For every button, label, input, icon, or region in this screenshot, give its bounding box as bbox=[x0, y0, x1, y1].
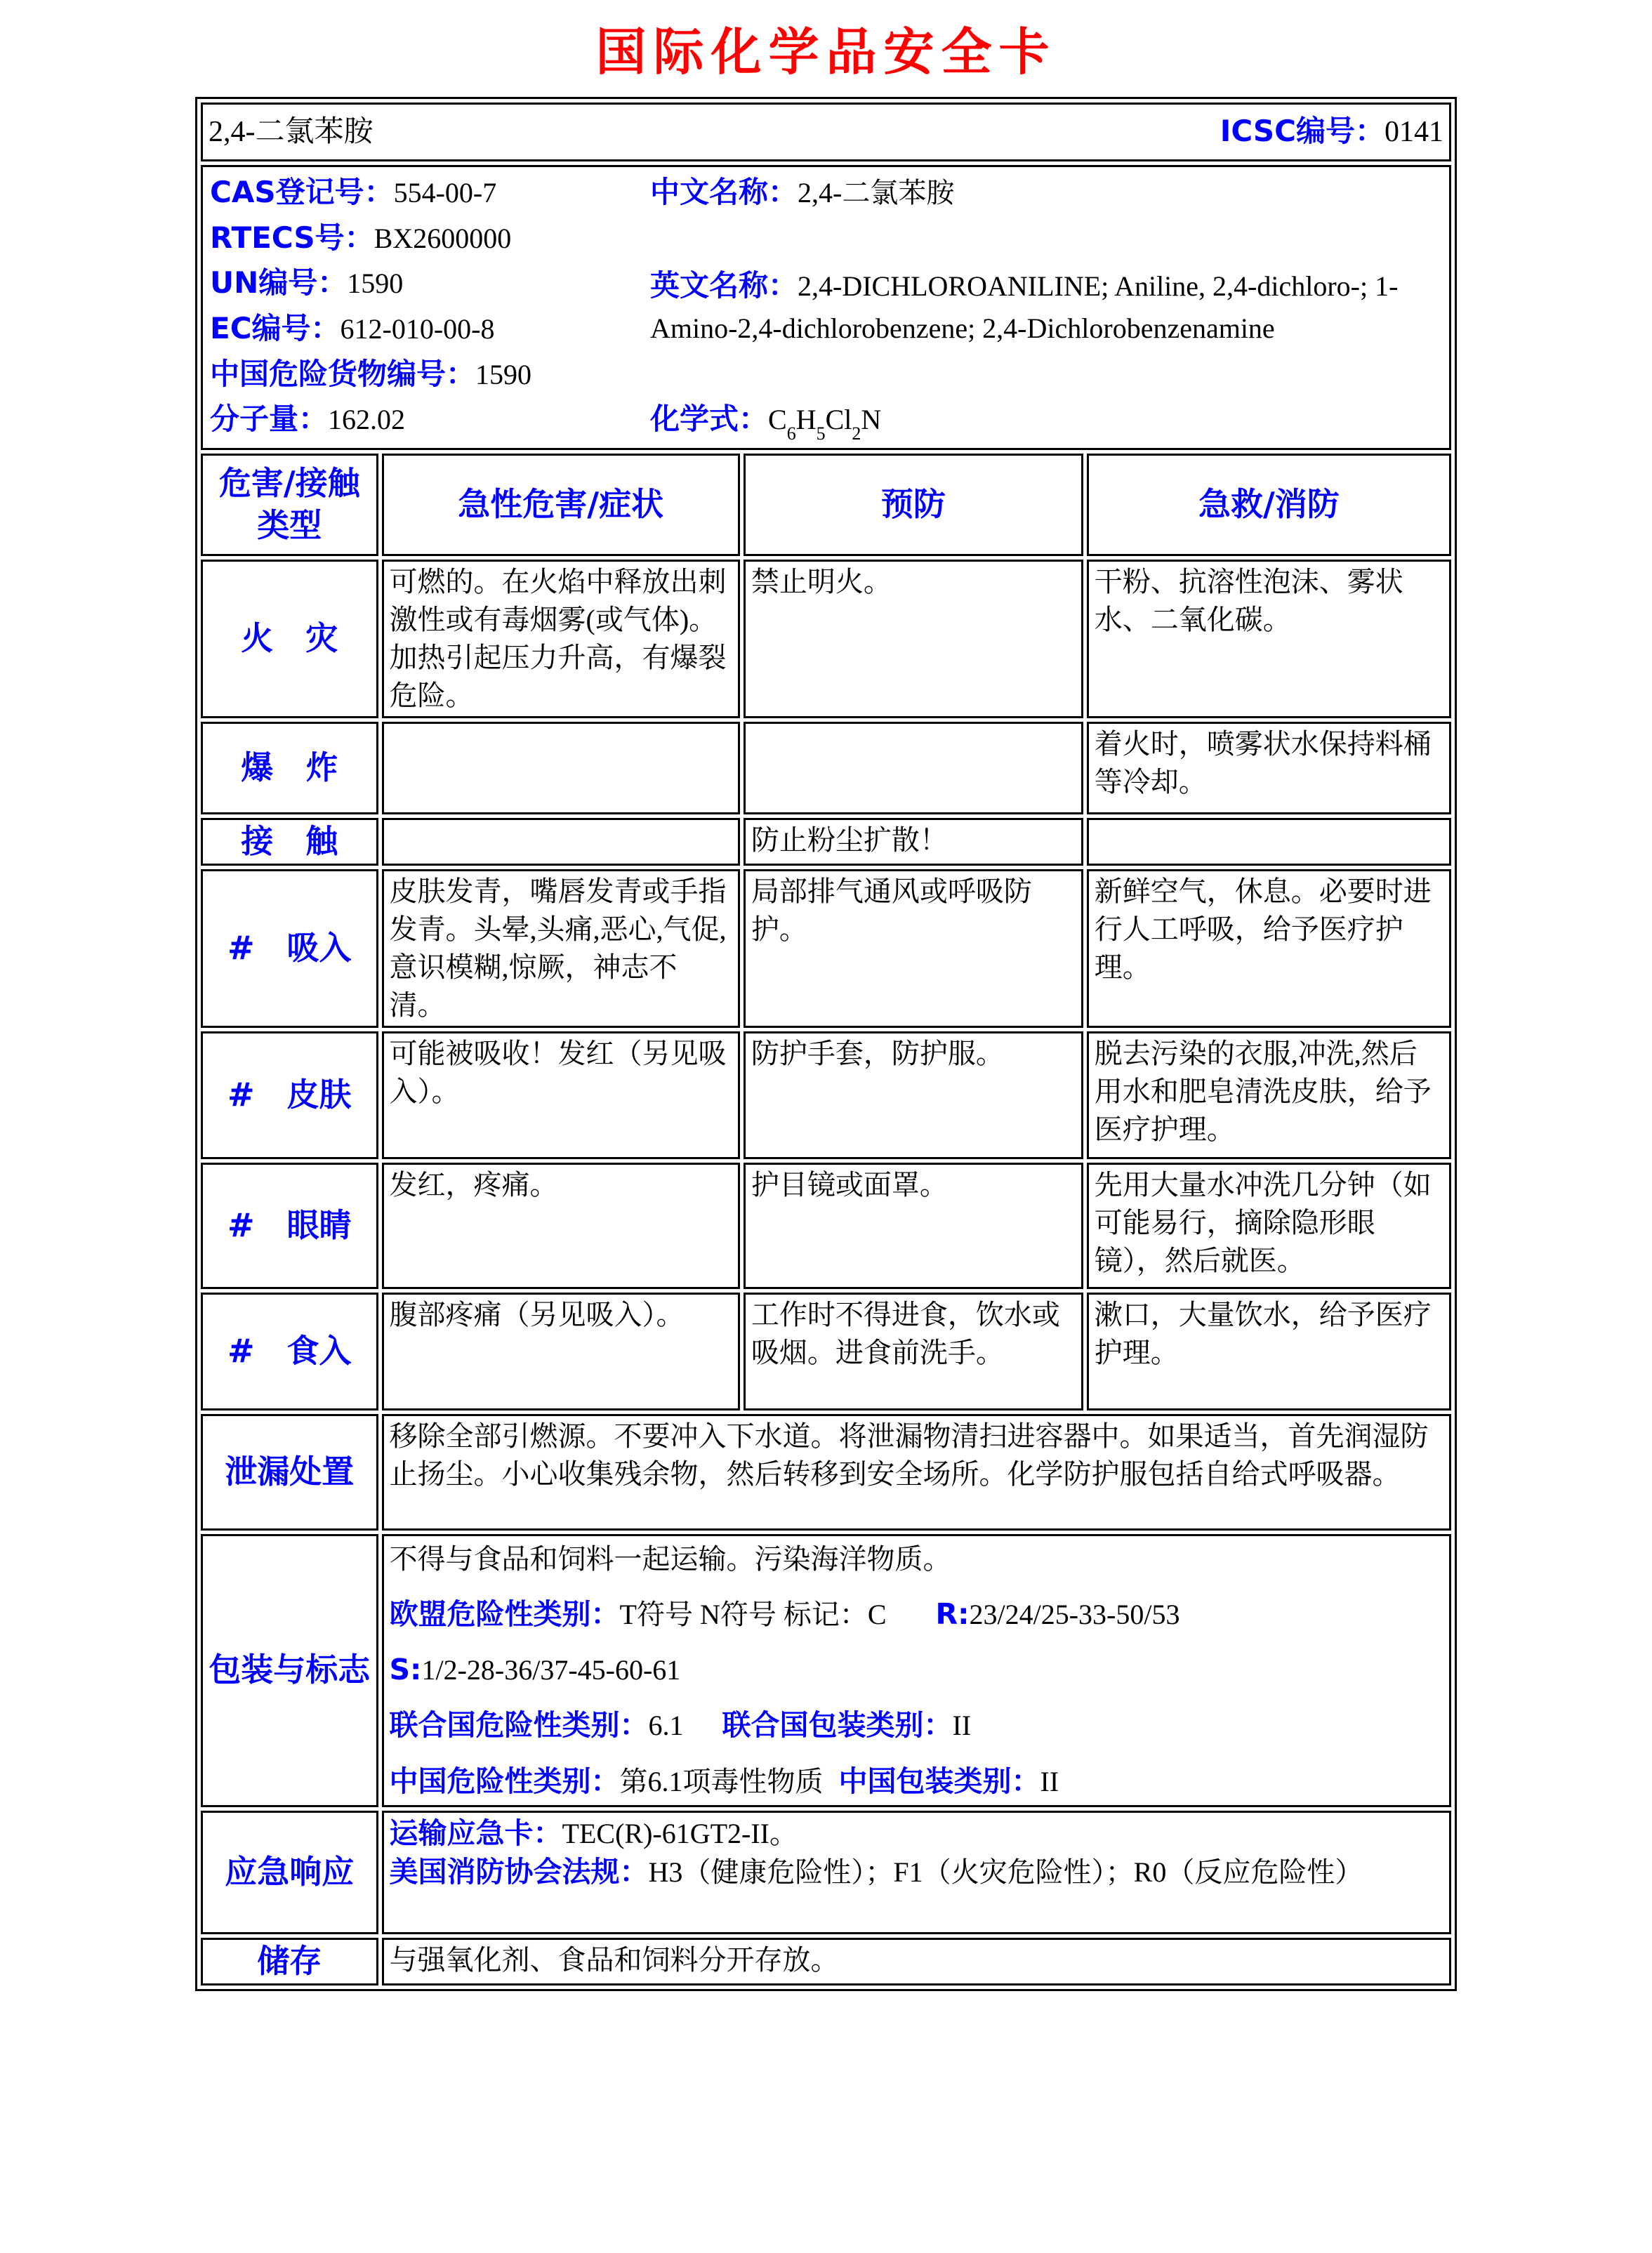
inhalation-prevention-cell: 局部排气通风或呼吸防护。 bbox=[744, 869, 1083, 1028]
un-number-line bbox=[210, 263, 640, 303]
eyes-label: # 眼睛 bbox=[201, 1163, 378, 1289]
row-emergency bbox=[201, 1811, 1451, 1934]
row-storage bbox=[201, 1938, 1451, 1986]
cas-value: 554-00-7 bbox=[393, 177, 497, 209]
nfpa-value: H3（健康危险性）；F1（火灾危险性）；R0（反应危险性） bbox=[648, 1856, 1363, 1889]
fire-aid-cell: 干粉、抗溶性泡沫、雾状水、二氧化碳。 bbox=[1087, 560, 1451, 718]
fire-label: 火 灾 bbox=[201, 560, 378, 718]
eyes-symptoms-cell: 发红，疼痛。 bbox=[382, 1163, 740, 1289]
packaging-un-line bbox=[390, 1706, 1443, 1745]
packaging-cn-line bbox=[390, 1762, 1443, 1801]
un-class-label: 联合国危险性类别： bbox=[389, 1708, 649, 1743]
rtecs-value: BX2600000 bbox=[374, 222, 512, 254]
eu-class-label: 欧盟危险性类别： bbox=[389, 1597, 620, 1631]
english-name-label: 英文名称： bbox=[650, 267, 798, 303]
row-fire bbox=[201, 560, 1451, 718]
s-phrases-label: S: bbox=[389, 1652, 422, 1686]
tec-card-value: TEC(R)-61GT2-II。 bbox=[562, 1817, 798, 1849]
hazard-table-header-row bbox=[201, 454, 1451, 556]
fire-symptoms-cell: 可燃的。在火焰中释放出刺激性或有毒烟雾(或气体)。加热引起压力升高，有爆裂危险。 bbox=[382, 560, 740, 718]
exposure-aid-cell bbox=[1087, 818, 1451, 866]
ingestion-label: # 食入 bbox=[201, 1293, 378, 1410]
explosion-aid-cell: 着火时，喷雾状水保持料桶等冷却。 bbox=[1087, 722, 1451, 814]
row-skin bbox=[201, 1031, 1451, 1159]
english-name-value: 2,4-DICHLOROANILINE; Aniline, 2,4-dichloro-; 1-Amino-2,4-dichlorobenzene; 2,4-Dichlorobenzenamine bbox=[650, 270, 1399, 344]
icsc-number-value: 0141 bbox=[1385, 116, 1443, 149]
substance-header-row bbox=[201, 103, 1451, 161]
packaging-label: 包装与标志 bbox=[201, 1534, 378, 1807]
identifiers-row bbox=[201, 165, 1451, 450]
ingestion-symptoms-cell: 腹部疼痛（另见吸入）。 bbox=[382, 1293, 740, 1410]
packaging-s-line bbox=[390, 1651, 1443, 1689]
row-spillage bbox=[201, 1414, 1451, 1531]
r-phrases-label: R: bbox=[935, 1597, 970, 1631]
row-inhalation bbox=[201, 869, 1451, 1028]
row-packaging bbox=[201, 1534, 1451, 1807]
un-label: UN编号： bbox=[210, 265, 348, 300]
molar-mass-line bbox=[210, 399, 640, 440]
names-block bbox=[640, 169, 1443, 447]
molar-mass-value: 162.02 bbox=[328, 404, 406, 436]
chemical-formula: $C_6H_5Cl_2N$ bbox=[768, 404, 882, 444]
molar-mass-label: 分子量： bbox=[210, 402, 329, 437]
packaging-content-cell bbox=[382, 1534, 1451, 1807]
icsc-number-label: ICSC编号： bbox=[1220, 114, 1385, 149]
spillage-text-cell: 移除全部引燃源。不要冲入下水道。将泄漏物清扫进容器中。如果适当，首先润湿防止扬尘。小心收集残余物，然后转移到安全场所。化学防护服包括自给式呼吸器。 bbox=[382, 1414, 1451, 1531]
rtecs-label: RTECS号： bbox=[210, 220, 374, 255]
exposure-prevention-cell: 防止粉尘扩散！ bbox=[744, 818, 1083, 866]
column-header-first-aid: 急救/消防 bbox=[1087, 454, 1451, 556]
substance-name: 2,4-二氯苯胺 bbox=[209, 115, 374, 148]
identifiers-cell bbox=[201, 165, 1451, 450]
china-dg-label: 中国危险货物编号： bbox=[210, 356, 476, 391]
china-dg-value: 1590 bbox=[475, 358, 532, 390]
rtecs-number-line bbox=[210, 218, 640, 258]
r-phrases-value: 23/24/25-33-50/53 bbox=[969, 1598, 1180, 1630]
cn-pack-value: II bbox=[1040, 1765, 1059, 1797]
column-header-prevention: 预防 bbox=[744, 454, 1083, 556]
inhalation-symptoms-cell: 皮肤发青，嘴唇发青或手指发青。头晕,头痛,恶心,气促,意识模糊,惊厥，神志不清。 bbox=[382, 869, 740, 1028]
inhalation-aid-cell: 新鲜空气，休息。必要时进行人工呼吸，给予医疗护理。 bbox=[1087, 869, 1451, 1028]
skin-prevention-cell: 防护手套，防护服。 bbox=[744, 1031, 1083, 1159]
page-title: 国际化学品安全卡 bbox=[595, 22, 1057, 81]
eyes-prevention-cell: 护目镜或面罩。 bbox=[744, 1163, 1083, 1289]
substance-header-cell bbox=[201, 103, 1451, 161]
spillage-label: 泄漏处置 bbox=[201, 1414, 378, 1531]
cn-class-label: 中国危险性类别： bbox=[389, 1764, 620, 1798]
ec-number-line bbox=[210, 309, 640, 349]
un-class-value: 6.1 bbox=[648, 1710, 684, 1742]
s-phrases-value: 1/2-28-36/37-45-60-61 bbox=[421, 1653, 681, 1686]
cn-class-value: 第6.1项毒性物质 bbox=[619, 1765, 824, 1797]
inhalation-label: # 吸入 bbox=[201, 869, 378, 1028]
icsc-card bbox=[195, 97, 1457, 1991]
column-header-hazard-type: 危害/接触类型 bbox=[201, 454, 378, 556]
emergency-tec-line bbox=[390, 1814, 1443, 1853]
un-pack-value: II bbox=[952, 1710, 972, 1742]
ec-value: 612-010-00-8 bbox=[340, 312, 495, 345]
nfpa-label: 美国消防协会法规： bbox=[389, 1855, 649, 1889]
exposure-label: 接 触 bbox=[201, 818, 378, 866]
cas-label: CAS登记号： bbox=[210, 175, 394, 209]
chinese-name-line bbox=[650, 173, 1443, 213]
chinese-name-label: 中文名称： bbox=[650, 175, 798, 209]
packaging-transport-note: 不得与食品和饲料一起运输。污染海洋物质。 bbox=[389, 1542, 951, 1575]
explosion-prevention-cell bbox=[744, 722, 1083, 814]
identifier-list bbox=[209, 169, 640, 447]
column-header-symptoms: 急性危害/症状 bbox=[382, 454, 740, 556]
english-name-line bbox=[650, 263, 1443, 350]
cas-number-line bbox=[210, 173, 640, 213]
row-exposure bbox=[201, 818, 1451, 866]
row-explosion bbox=[201, 722, 1451, 814]
ingestion-aid-cell: 漱口，大量饮水，给予医疗护理。 bbox=[1087, 1293, 1451, 1410]
china-dg-number-line bbox=[210, 355, 640, 395]
eu-class-value: T符号 N符号 标记：C bbox=[619, 1598, 887, 1630]
skin-symptoms-cell: 可能被吸收！发红（另见吸入）。 bbox=[382, 1031, 740, 1159]
ec-label: EC编号： bbox=[210, 310, 341, 345]
un-value: 1590 bbox=[347, 267, 404, 300]
packaging-eu-line bbox=[390, 1595, 1443, 1634]
exposure-symptoms-cell bbox=[382, 818, 740, 866]
formula-label: 化学式： bbox=[650, 402, 769, 437]
un-pack-label: 联合国包装类别： bbox=[722, 1708, 953, 1743]
fire-prevention-cell: 禁止明火。 bbox=[744, 560, 1083, 718]
icsc-number bbox=[1220, 112, 1443, 152]
tec-card-label: 运输应急卡： bbox=[389, 1816, 562, 1850]
emergency-nfpa-line bbox=[390, 1853, 1443, 1891]
cn-pack-label: 中国包装类别： bbox=[838, 1764, 1040, 1798]
eyes-aid-cell: 先用大量水冲洗几分钟（如可能易行，摘除隐形眼镜），然后就医。 bbox=[1087, 1163, 1451, 1289]
row-ingestion bbox=[201, 1293, 1451, 1410]
storage-text-cell: 与强氧化剂、食品和饲料分开存放。 bbox=[382, 1938, 1451, 1986]
emergency-label: 应急响应 bbox=[201, 1811, 378, 1934]
explosion-symptoms-cell bbox=[382, 722, 740, 814]
storage-label: 储存 bbox=[201, 1938, 378, 1986]
ingestion-prevention-cell: 工作时不得进食，饮水或吸烟。进食前洗手。 bbox=[744, 1293, 1083, 1410]
emergency-content-cell bbox=[382, 1811, 1451, 1934]
chinese-name-value: 2,4-二氯苯胺 bbox=[798, 177, 955, 209]
explosion-label: 爆 炸 bbox=[201, 722, 378, 814]
row-eyes bbox=[201, 1163, 1451, 1289]
skin-label: # 皮肤 bbox=[201, 1031, 378, 1159]
formula-line bbox=[650, 399, 1443, 444]
skin-aid-cell: 脱去污染的衣服,冲洗,然后用水和肥皂清洗皮肤，给予医疗护理。 bbox=[1087, 1031, 1451, 1159]
